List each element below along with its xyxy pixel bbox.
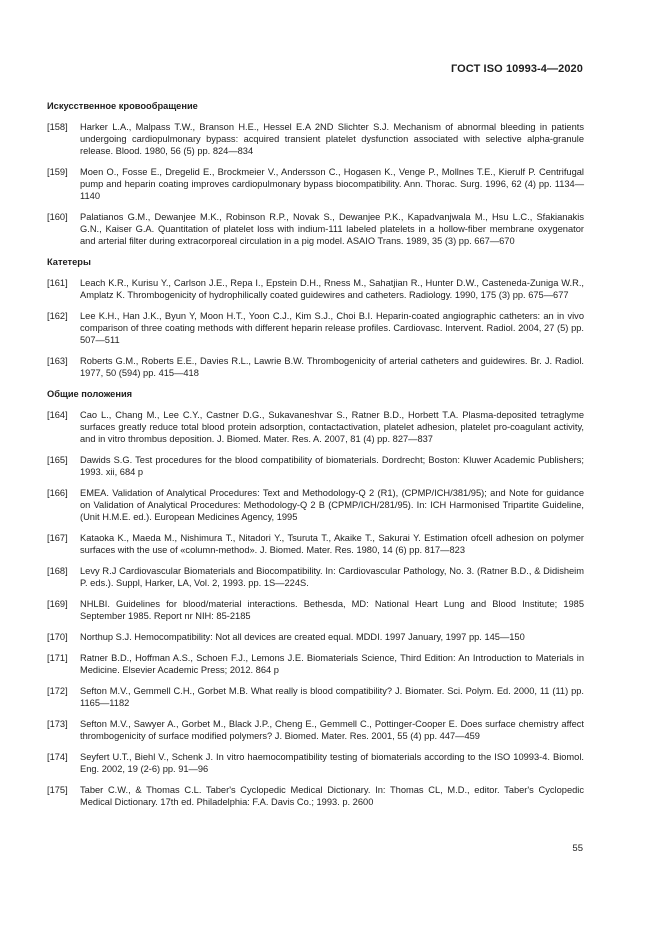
reference-number: [159] — [47, 167, 68, 177]
reference-number: [174] — [47, 752, 68, 762]
reference-number: [167] — [47, 533, 68, 543]
reference-text: Northup S.J. Hemocompatibility: Not all devices are created equal. MDDI. 1997 January, 1997 pp. 145—150 — [80, 632, 525, 642]
bibliography — [47, 100, 584, 817]
reference-number: [165] — [47, 455, 68, 465]
reference-item — [47, 277, 584, 301]
reference-text: Kataoka K., Maeda M., Nishimura T., Nitadori Y., Tsuruta T., Akaike T., Sakurai Y. Estimation ofcell adhesion on polymer surfaces with the use of «column-method». J. Biomed. Mater. Res. 1980, 14 (6) pp. 817—823 — [80, 533, 584, 555]
reference-item — [47, 784, 584, 808]
reference-text: EMEA. Validation of Analytical Procedures: Text and Methodology-Q 2 (R1), (CPMP/ICH/381/95); and Note for guidance on Validation of Analytical Procedures: Methodology-Q 2 B (CPMP/ICH/281/95). In: ICH Harmonised Tripartite Guideline, (Unit H.M.E. ed.). European Medicines Agency, 1995 — [80, 488, 584, 522]
reference-text: Taber C.W., & Thomas C.L. Taber's Cyclopedic Medical Dictionary. In: Thomas CL, M.D., editor. Taber's Cyclopedic Medical Dictionary. 17th ed. Philadelphia: F.A. Davis Co.; 1993. p. 2600 — [80, 785, 584, 807]
reference-item — [47, 751, 584, 775]
section-artificial-circulation — [47, 100, 584, 247]
reference-text: Ratner B.D., Hoffman A.S., Schoen F.J., Lemons J.E. Biomaterials Science, Third Edition: An Introduction to Materials in Medicine. Elsevier Academic Press; 2012. 864 p — [80, 653, 584, 675]
reference-text: Sefton M.V., Gemmell C.H., Gorbet M.B. What really is blood compatibility? J. Biomater. Sci. Polym. Ed. 2000, 11 (11) pp. 1165—1182 — [80, 686, 584, 708]
section-title: Общие положения — [47, 389, 133, 399]
reference-text: Roberts G.M., Roberts E.E., Davies R.L., Lawrie B.W. Thrombogenicity of arterial catheters and guidewires. Br. J. Radiol. 1977, 50 (594) pp. 415—418 — [80, 356, 584, 378]
reference-item — [47, 166, 584, 202]
reference-item — [47, 718, 584, 742]
reference-number: [175] — [47, 785, 68, 795]
section-catheters — [47, 256, 584, 379]
section-general — [47, 388, 584, 808]
reference-item — [47, 532, 584, 556]
reference-item — [47, 487, 584, 523]
reference-number: [170] — [47, 632, 68, 642]
standard-designation: ГОСТ ISO 10993-4—2020 — [450, 63, 583, 75]
section-title: Искусственное кровообращение — [47, 101, 198, 111]
reference-item — [47, 631, 584, 643]
reference-text: Lee K.H., Han J.K., Byun Y, Moon H.T., Yoon C.J., Kim S.J., Choi B.I. Heparin-coated angiographic catheters: an in vivo comparison of three coating methods with different heparin release profiles. Cardiovasc. Intervent. Radiol. 2004, 27 (5) pp. 507—511 — [80, 311, 584, 345]
reference-text: Moen O., Fosse E., Dregelid E., Brockmeier V., Andersson C., Hogasen K., Venge P., Mollnes T.E., Kierulf P. Centrifugal pump and heparin coating improves cardiopulmonary bypass biocompatibility. Ann. Thorac. Surg. 1996, 62 (4) pp. 1134—1140 — [80, 167, 584, 201]
reference-item — [47, 355, 584, 379]
reference-item — [47, 652, 584, 676]
reference-item — [47, 454, 584, 478]
page-number: 55 — [572, 843, 583, 854]
reference-number: [158] — [47, 122, 68, 132]
reference-text: Harker L.A., Malpass T.W., Branson H.E., Hessel E.A 2ND Slichter S.J. Mechanism of abnormal bleeding in patients undergoing cardiopulmonary bypass: acquired transient platelet dysfunction associated with selective alpha-granule release. Blood. 1980, 56 (5) pp. 824—834 — [80, 122, 584, 156]
reference-number: [173] — [47, 719, 68, 729]
reference-text: Cao L., Chang M., Lee C.Y., Castner D.G., Sukavaneshvar S., Ratner B.D., Horbett T.A. Plasma-deposited tetraglyme surfaces greatly reduce total blood protein adsorption, contactactivation, platelet adhesion, platelet pro-coagulant activity, and in vitro thrombus deposition. J. Biomed. Mater. Res. A. 2007, 81 (4) pp. 827—837 — [80, 410, 584, 444]
reference-item — [47, 598, 584, 622]
reference-text: Levy R.J Cardiovascular Biomaterials and Biocompatibility. In: Cardiovascular Pathology, No. 3. (Ratner B.D., & Didisheim P. eds.). Suppl, Harker, LA, Vol. 2, 1993. pp. 1S—224S. — [80, 566, 584, 588]
reference-number: [172] — [47, 686, 68, 696]
reference-number: [163] — [47, 356, 68, 366]
reference-text: NHLBI. Guidelines for blood/material interactions. Bethesda, MD: National Heart Lung and Blood Institute; 1985 September 1985. Report nr NIH: 85-2185 — [80, 599, 584, 621]
reference-text: Dawids S.G. Test procedures for the blood compatibility of biomaterials. Dordrecht; Boston: Kluwer Academic Publishers; 1993. xii, 684 p — [80, 455, 584, 477]
reference-text: Leach K.R., Kurisu Y., Carlson J.E., Repa I., Epstein D.H., Rness M., Sahatjian R., Hunter D.W., Casteneda-Zuniga W.R., Amplatz K. Thrombogenicity of hydrophilically coated guidewires and catheters. Radiology. 1990, 175 (3) pp. 675—677 — [80, 278, 584, 300]
reference-item — [47, 685, 584, 709]
reference-number: [166] — [47, 488, 68, 498]
reference-item — [47, 409, 584, 445]
reference-number: [164] — [47, 410, 68, 420]
reference-number: [160] — [47, 212, 68, 222]
reference-number: [168] — [47, 566, 68, 576]
reference-text: Seyfert U.T., Biehl V., Schenk J. In vitro haemocompatibility testing of biomaterials according to the ISO 10993-4. Biomol. Eng. 2002, 19 (2-6) pp. 91—96 — [80, 752, 584, 774]
reference-item — [47, 211, 584, 247]
reference-text: Sefton M.V., Sawyer A., Gorbet M., Black J.P., Cheng E., Gemmell C., Pottinger-Cooper E. Does surface chemistry affect thrombogenicity of surface modified polymers? J. Biomed. Mater. Res. 2001, 55 (4) pp. 447—459 — [80, 719, 584, 741]
reference-item — [47, 310, 584, 346]
reference-item — [47, 121, 584, 157]
reference-number: [169] — [47, 599, 68, 609]
reference-item — [47, 565, 584, 589]
reference-number: [161] — [47, 278, 68, 288]
reference-text: Palatianos G.M., Dewanjee M.K., Robinson R.P., Novak S., Dewanjee P.K., Kapadvanjwala M., Hsu L.C., Sfakianakis G.N., Kaiser G.A. Quantitation of platelet loss with indium-111 labeled platelets in a hollow-fiber membrane oxygenator and arterial filter during extracorporeal circulation in a pig model. ASAIO Trans. 1989, 35 (3) pp. 667—670 — [80, 212, 584, 246]
reference-number: [162] — [47, 311, 68, 321]
reference-number: [171] — [47, 653, 68, 663]
section-title: Катетеры — [47, 257, 91, 267]
